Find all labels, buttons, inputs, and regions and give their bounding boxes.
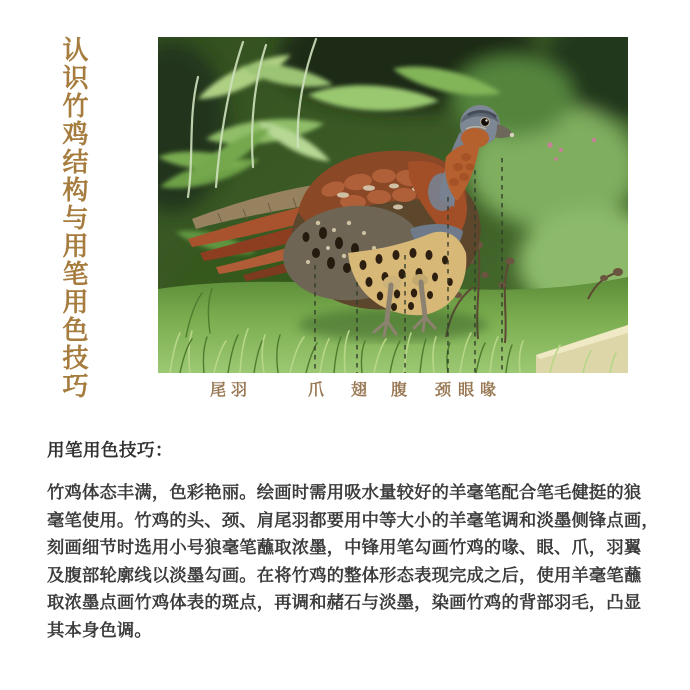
part-label-neck: 颈 [434, 382, 452, 399]
paragraph-line: 毫笔使用。竹鸡的头、颈、肩尾羽都要用中等大小的羊毫笔调和淡墨侧锋点画， [47, 509, 659, 530]
part-label-belly: 腹 [390, 382, 408, 399]
part-label-wing: 翅 [350, 382, 368, 399]
part-label-eye: 眼 [457, 382, 475, 399]
section-heading: 用笔用色技巧： [47, 440, 173, 460]
part-label-row [158, 377, 628, 399]
paragraph-line: 刻画细节时选用小号狼毫笔蘸取浓墨，中锋用笔勾画竹鸡的喙、眼、爪，羽翼 [47, 537, 642, 558]
paragraph-line: 竹鸡体态丰满，色彩艳丽。绘画时需用吸水量较好的羊毫笔配合笔毛健挺的狼 [47, 482, 642, 502]
page-title: 认识竹鸡结构与用笔用色技巧 [59, 36, 89, 400]
part-label-beak: 喙 [479, 382, 497, 399]
part-label-claw: 爪 [307, 382, 325, 399]
paragraph-line: 及腹部轮廓线以淡墨勾画。在将竹鸡的整体形态表现完成之后，使用羊毫笔蘸 [47, 564, 642, 585]
part-label-tail: 尾羽 [209, 382, 253, 399]
bird-photo [158, 37, 628, 373]
technique-paragraph [47, 479, 662, 645]
paragraph-line: 取浓墨点画竹鸡体表的斑点，再调和赭石与淡墨，染画竹鸡的背部羽毛，凸显 [47, 592, 642, 613]
paragraph-line: 其本身色调。 [47, 619, 152, 640]
bird-photo-illustration [158, 37, 628, 373]
